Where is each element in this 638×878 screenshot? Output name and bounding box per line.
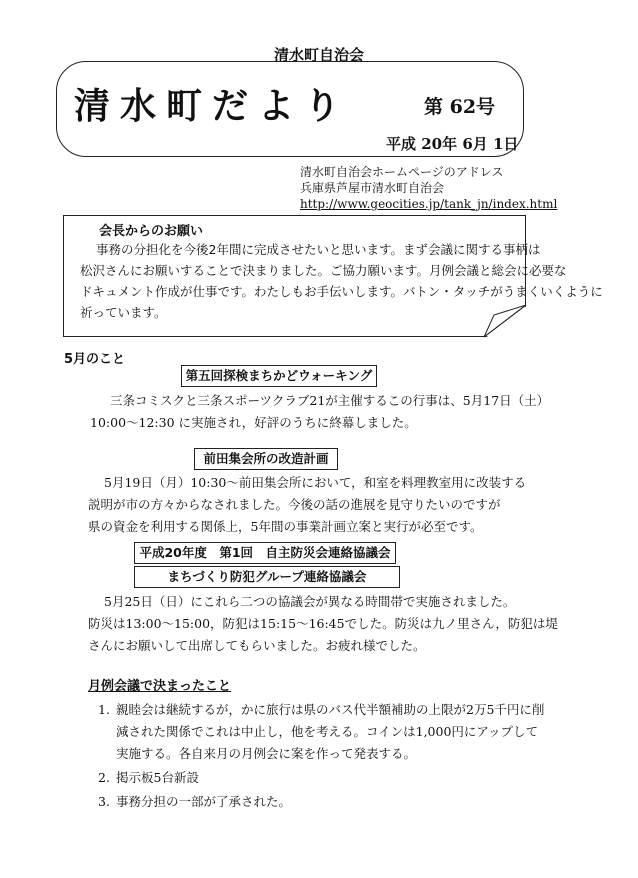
homepage-label: 清水町自治会ホームページのアドレス <box>300 165 504 179</box>
event-renovation-line: 5月19日（月）10:30～前田集会所において，和室を料理教室用に改装する <box>104 475 527 490</box>
event-walking-line: 10:00～12:30 に実施され，好評のうちに終幕しました。 <box>90 415 417 430</box>
event-renovation-line: 県の資金を利用する関係上，5年間の事業計画立案と実行が必至です。 <box>88 519 483 534</box>
list-item-number: 1. <box>98 702 110 717</box>
list-item-number: 3. <box>98 794 110 809</box>
request-line: 松沢さんにお願いすることで決まりました。ご協力願います。月例会議と総会に必要な <box>80 263 567 278</box>
list-item-line: 親睦会は継続するが，かに旅行は県のバス代半額補助の上限が2万5千円に削 <box>116 702 545 717</box>
request-line: 事務の分担化を今後2年間に完成させたいと思います。まず会議に関する事柄は <box>96 242 541 257</box>
request-line: ドキュメント作成が仕事です。わたしもお手伝いします。バトン・タッチがうまくいくように <box>80 284 603 299</box>
section-heading-regular-meeting: 月例会議で決まったこと <box>88 679 232 694</box>
event-title-disaster-council: 平成20年度 第1回 自主防災会連絡協議会 <box>134 542 396 564</box>
event-renovation-line: 説明が市の方々からなされました。今後の話の進展を見守りたいのですが <box>88 497 501 512</box>
event-council-line: 防災は13:00～15:00，防犯は15:15～16:45でした。防災は九ノ里さん，防犯は堤 <box>88 616 558 631</box>
list-item-line: 減された関係でこれは中止し，他を考える。コインは1,000円にアップして <box>116 724 539 739</box>
event-title-crime-council: まちづくり防犯グループ連絡協議会 <box>134 566 400 588</box>
list-item-line: 掲示板5台新設 <box>116 770 199 785</box>
homepage-url[interactable]: http://www.geocities.jp/tank_jn/index.html <box>300 197 558 211</box>
event-title-walking: 第五回探検まちかどウォーキング <box>181 365 377 387</box>
newsletter-title: 清水町だより <box>74 85 351 127</box>
issue-date: 平成 20年 6月 1日 <box>386 135 519 153</box>
section-heading-may: 5月のこと <box>64 352 126 367</box>
organization-address: 兵庫県芦屋市清水町自治会 <box>300 181 445 195</box>
issue-number: 第 62号 <box>424 96 496 118</box>
list-item-line: 実施する。各自来月の月例会に案を作って発表する。 <box>116 746 417 761</box>
event-council-line: さんにお願いして出席してもらいました。お疲れ様でした。 <box>88 638 426 653</box>
organization-name: 清水町自治会 <box>273 46 364 64</box>
event-council-line: 5月25日（日）にこれら二つの協議会が異なる時間帯で実施されました。 <box>104 594 516 609</box>
request-line: 祈っています。 <box>80 305 167 320</box>
event-walking-line: 三条コミスクと三条スポーツクラブ21が主催するこの行事は、5月17日（土） <box>110 393 550 408</box>
request-title: 会長からのお願い <box>99 224 204 239</box>
folded-corner-icon <box>484 305 528 339</box>
list-item-number: 2. <box>98 770 110 785</box>
event-title-renovation: 前田集会所の改造計画 <box>194 448 338 470</box>
list-item-line: 事務分担の一部が了承された。 <box>116 794 292 809</box>
